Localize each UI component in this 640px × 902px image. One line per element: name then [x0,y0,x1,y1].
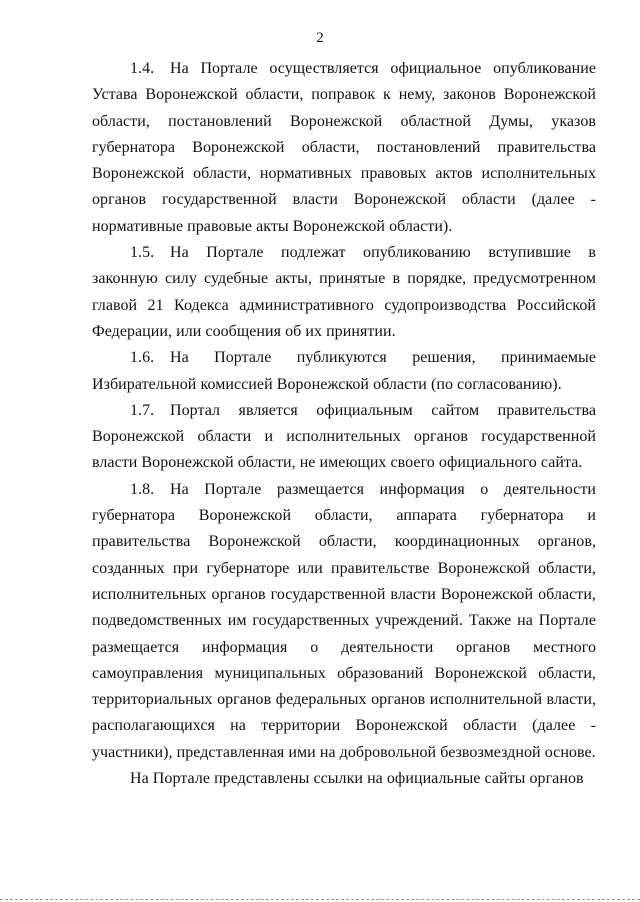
paragraph-text: На Портале публикуются решения, принимаемые Избирательной комиссией Воронежской области (по согласованию). [92,349,596,393]
paragraph-number: 1.7. [130,401,155,419]
paragraph-text: На Портале подлежат опубликованию вступившие в законную силу судебные акты, принятые в порядке, предусмотренном главой 21 Кодекса административного судопроизводства Российской Федерации, или сообщения об их принятии. [92,244,596,340]
paragraph-1-6 [92,345,596,398]
paragraph-1-5 [92,240,596,345]
document-body [92,56,596,792]
paragraph-text: Портал является официальным сайтом правительства Воронежской области и исполнительных органов государственной власти Воронежской области, не имеющих своего официального сайта. [92,401,596,472]
paragraph-1-8 [92,477,596,766]
paragraph-number: 1.6. [130,349,155,367]
paragraph-number: 1.4. [130,60,155,77]
paragraph-text: На Портале представлены ссылки на официальные сайты органов [130,770,584,788]
page-bottom-edge [0,899,640,900]
paragraph-text: На Портале размещается информация о деятельности губернатора Воронежской области, аппарата губернатора и правительства Воронежской области, координационных органов, созданных при губернаторе или правительстве Воронежской области, исполнительных органов государственной власти Воронежской области, подведомственных им государственных учреждений. Также на Портале размещается информация о деятельности органов местного самоуправления муниципальных образований Воронежской области, территориальных органов федеральных органов исполнительной власти, располагающихся на территории Воронежской области (далее - участники), представленная ими на добровольной безвозмездной основе. [92,480,596,761]
paragraph-number: 1.5. [130,244,155,262]
paragraph-links [92,766,596,792]
page-number: 2 [316,30,324,46]
paragraph-text: На Портале осуществляется официальное опубликование Устава Воронежской области, поправок к нему, законов Воронежской области, постановлений Воронежской областной Думы, указов губернатора Воронежской области, постановлений правительства Воронежской области, нормативных правовых актов исполнительных органов государственной власти Воронежской области (далее - нормативные правовые акты Воронежской области). [92,60,596,235]
paragraph-1-4 [92,56,596,240]
paragraph-1-7 [92,398,596,477]
paragraph-number: 1.8. [130,480,155,498]
